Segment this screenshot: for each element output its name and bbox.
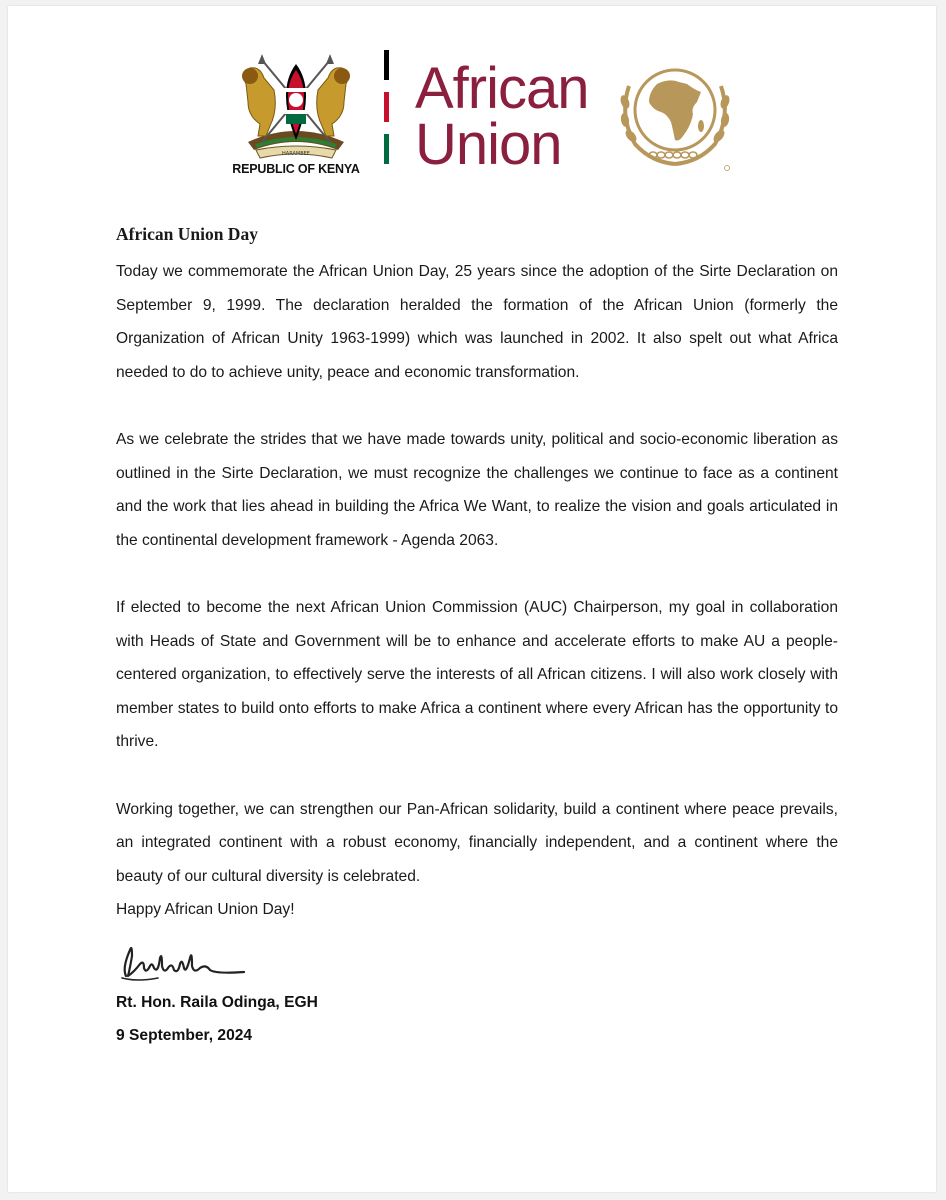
au-emblem-icon — [615, 56, 735, 174]
paragraph-3: If elected to become the next African Union Commission (AUC) Chairperson, my goal in collaboration with Heads of State and Government will be to enhance and accelerate efforts to make AU a people-centered organization, to effectively serve the interests of all African citizens. I will also work closely with member states to build onto efforts to make Africa a continent where every African has the opportunity to thrive. — [116, 599, 838, 750]
african-union-logo — [403, 46, 748, 181]
motto-text: HARAMBEE — [282, 151, 310, 157]
au-logo-word-union: Union — [415, 112, 562, 177]
flag-stripe-green — [384, 134, 389, 164]
letter-body — [116, 224, 838, 927]
closing-greeting: Happy African Union Day! — [116, 901, 295, 918]
flag-stripe-black — [384, 50, 389, 80]
paragraph-4: Working together, we can strengthen our Pan-African solidarity, build a continent where peace prevails, an integrated continent with a robust economy, financially independent, and a continent where the beauty of our cultural diversity is celebrated. — [116, 800, 838, 885]
kenya-flag-separator — [384, 50, 389, 176]
letter-date: 9 September, 2024 — [116, 1027, 253, 1044]
kenya-coat-of-arms-logo — [226, 50, 366, 178]
paragraph-1: Today we commemorate the African Union Day, 25 years since the adoption of the Sirte Declaration on September 9, 1999. The declaration heralded the formation of the African Union (formerly the Organization of African Unity 1963-1999) which was launched in 2002. It also spelt out what Africa needed to do to achieve unity, peace and economic transformation. — [116, 263, 838, 381]
coat-of-arms-icon — [226, 50, 366, 162]
kenya-caption: REPUBLIC OF KENYA — [232, 162, 360, 176]
handwritten-signature — [118, 938, 248, 986]
flag-stripe-red — [384, 92, 389, 122]
letter-title: African Union Day — [116, 224, 258, 244]
signatory-name: Rt. Hon. Raila Odinga, EGH — [116, 994, 318, 1011]
paragraph-2: As we celebrate the strides that we have made towards unity, political and socio-economic liberation as outlined in the Sirte Declaration, we must recognize the challenges we continue to face as a continent and the work that lies ahead in building the Africa We Want, to realize the vision and goals articulated in the continental development framework - Agenda 2063. — [116, 431, 838, 549]
letter-page — [8, 6, 936, 1192]
au-logo-word-african: African — [415, 56, 589, 121]
